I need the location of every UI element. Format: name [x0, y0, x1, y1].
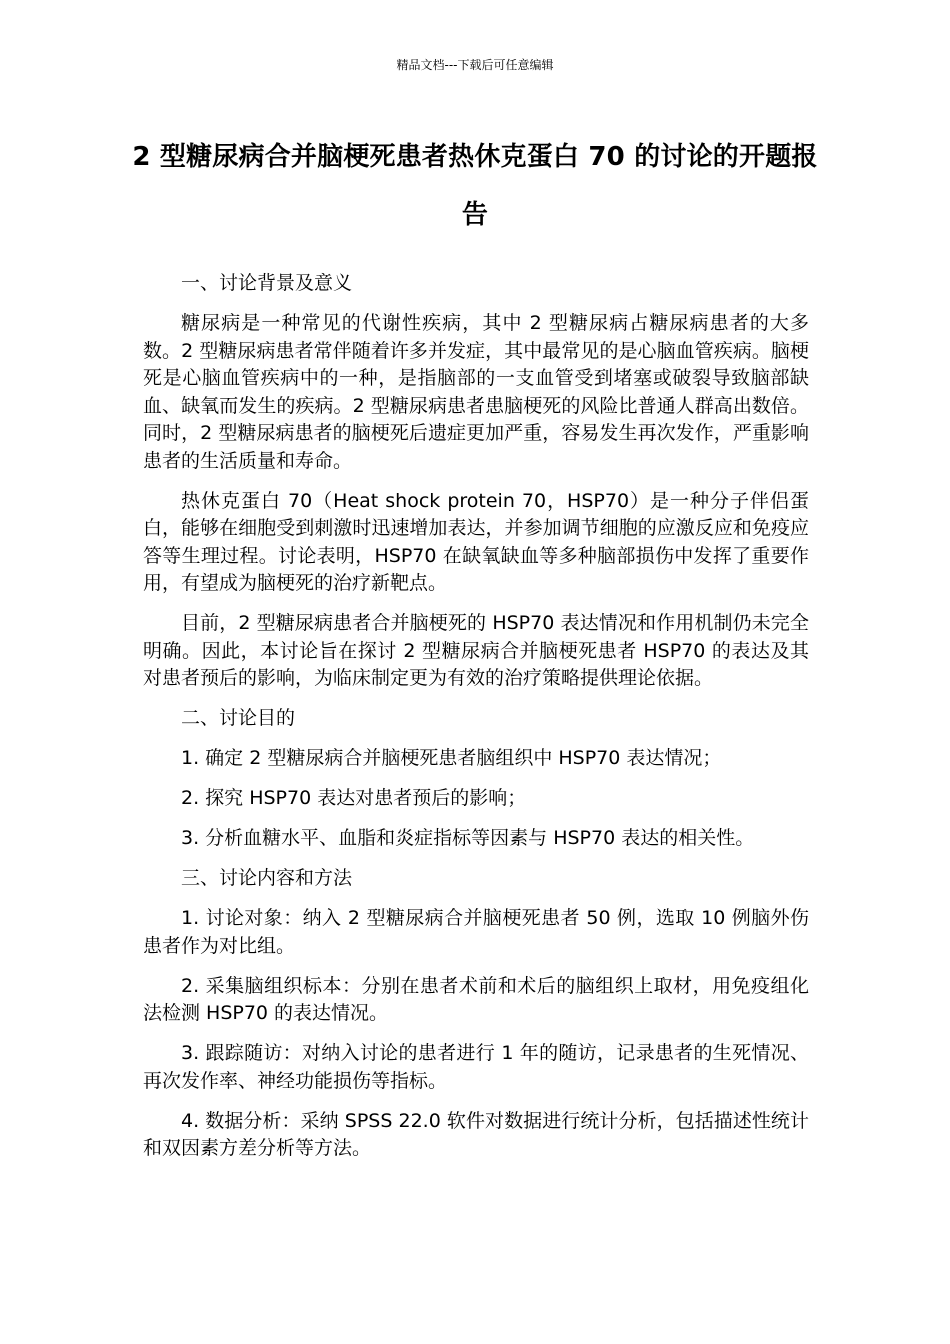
section-heading-objectives: 二、讨论目的: [181, 707, 296, 729]
objective-item-1: 1. 确定 2 型糖尿病合并脑梗死患者脑组织中 HSP70 表达情况；: [181, 747, 722, 769]
objective-item-2: 2. 探究 HSP70 表达对患者预后的影响；: [181, 787, 527, 809]
paragraph-background-3: 目前，2 型糖尿病患者合并脑梗死的 HSP70 表达情况和作用机制仍未完全明确。因此，本讨论旨在探讨 2 型糖尿病合并脑梗死患者 HSP70 的表达及其对患者预后的影响，为临床制定更为有效的治疗策略提供理论依据。: [143, 612, 809, 689]
section-heading-methods: 三、讨论内容和方法: [181, 867, 353, 889]
document-body: [143, 270, 809, 1175]
method-item-4: 4. 数据分析：采纳 SPSS 22.0 软件对数据进行统计分析，包括描述性统计和双因素方差分析等方法。: [143, 1109, 809, 1159]
paragraph-background-2: 热休克蛋白 70（Heat shock protein 70，HSP70）是一种分子伴侣蛋白，能够在细胞受到刺激时迅速增加表达，并参加调节细胞的应激反应和免疫应答等生理过程。讨论表明，HSP70 在缺氧缺血等多种脑部损伤中发挥了重要作用，有望成为脑梗死的治疗新靶点。: [143, 489, 809, 594]
objective-item-3: 3. 分析血糖水平、血脂和炎症指标等因素与 HSP70 表达的相关性。: [181, 827, 755, 849]
document-title: 2 型糖尿病合并脑梗死患者热休克蛋白 70 的讨论的开题报告: [132, 142, 818, 230]
method-item-3: 3. 跟踪随访：对纳入讨论的患者进行 1 年的随访，记录患者的生死情况、再次发作率、神经功能损伤等指标。: [143, 1042, 809, 1092]
paragraph-background-1: 糖尿病是一种常见的代谢性疾病，其中 2 型糖尿病占糖尿病患者的大多数。2 型糖尿病患者常伴随着许多并发症，其中最常见的是心脑血管疾病。脑梗死是心脑血管疾病中的一种，是指脑部的一支血管受到堵塞或破裂导致脑部缺血、缺氧而发生的疾病。2 型糖尿病患者患脑梗死的风险比普通人群高出数倍。同时，2 型糖尿病患者的脑梗死后遗症更加严重，容易发生再次发作，严重影响患者的生活质量和寿命。: [143, 312, 809, 472]
method-item-1: 1. 讨论对象：纳入 2 型糖尿病合并脑梗死患者 50 例，选取 10 例脑外伤患者作为对比组。: [143, 907, 809, 957]
section-heading-background: 一、讨论背景及意义: [181, 272, 353, 294]
header-watermark: 精品文档---下载后可任意编辑: [396, 58, 554, 72]
method-item-2: 2. 采集脑组织标本：分别在患者术前和术后的脑组织上取材，用免疫组化法检测 HSP70 的表达情况。: [143, 974, 809, 1024]
